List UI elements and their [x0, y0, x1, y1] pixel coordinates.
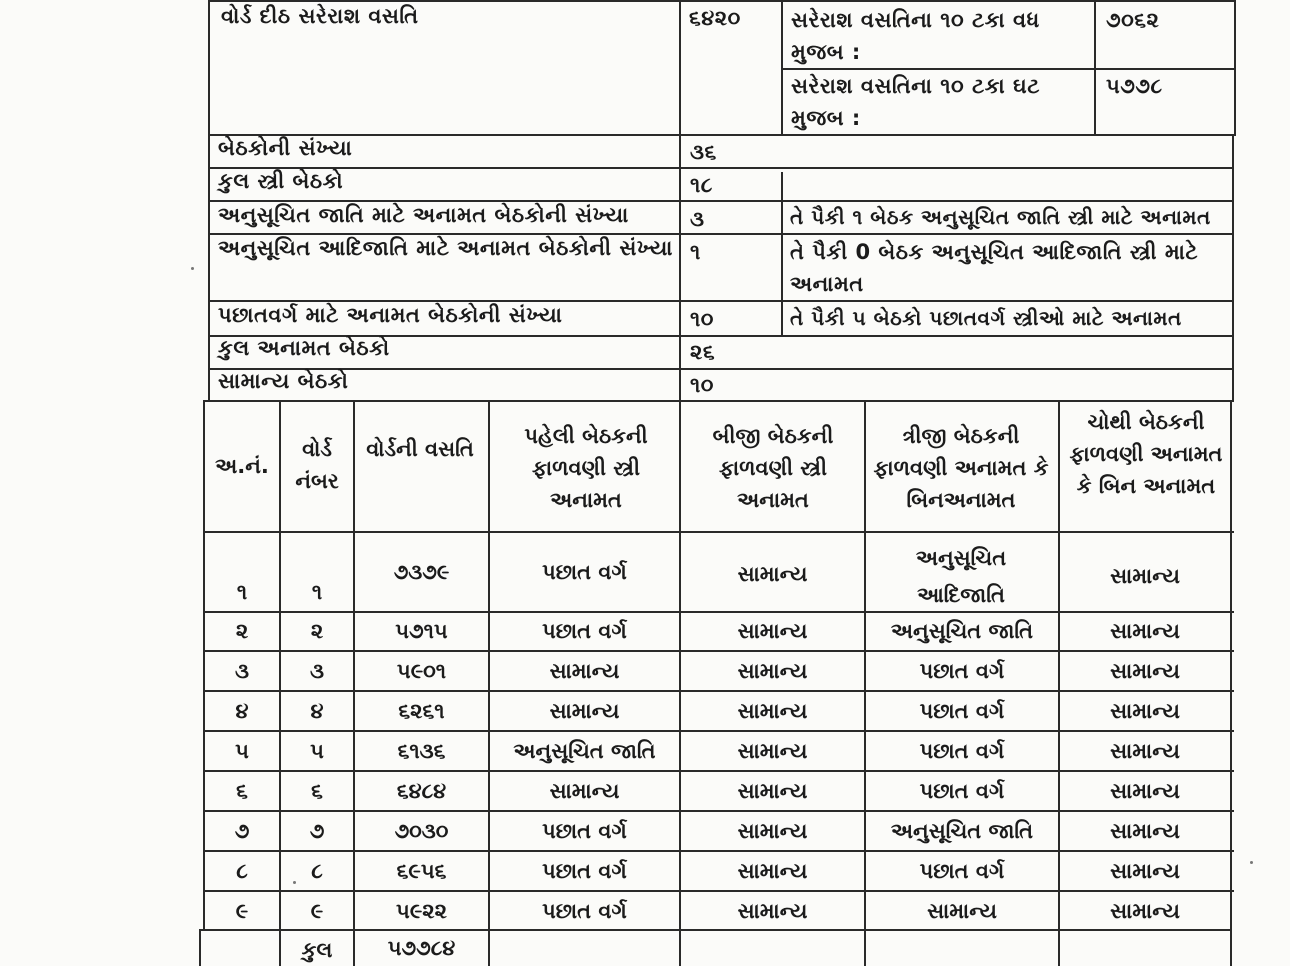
summary-rule: [208, 233, 1234, 235]
row-serial: ૬: [236, 779, 248, 803]
header-serial: અ.નં.: [215, 454, 269, 478]
row-first-seat: સામાન્ય: [549, 659, 620, 683]
row-population: ૫૭૧૫: [395, 619, 448, 643]
summary-row-label: પછાતવર્ગ માટે અનામત બેઠકોની સંખ્યા: [218, 303, 563, 327]
total-population: ૫૭૭૮૪: [387, 936, 456, 960]
row-first-seat: પછાત વર્ગ: [542, 859, 627, 883]
scan-speck: [293, 881, 296, 884]
row-fourth-seat: સામાન્ય: [1110, 659, 1180, 683]
ward-table-rule: [203, 890, 1234, 892]
minus10-value: ૫૭૭૮: [1106, 74, 1163, 98]
row-second-seat: સામાન્ય: [737, 562, 808, 586]
ward-table-border-left: [199, 929, 201, 966]
row-second-seat: સામાન્ય: [737, 699, 808, 723]
row-population: ૬૯૫૬: [396, 859, 447, 883]
scan-speck: [1250, 861, 1253, 864]
ward-table-border-top: [203, 400, 1234, 402]
row-serial: ૨: [235, 619, 249, 643]
row-second-seat: સામાન્ય: [737, 819, 808, 843]
row-fourth-seat: સામાન્ય: [1110, 619, 1180, 643]
row-second-seat: સામાન્ય: [737, 619, 808, 643]
summary-row-label: અનુસૂચિત જાતિ માટે અનામત બેઠકોની સંખ્યા: [218, 203, 629, 227]
summary-row-note: તે પૈકી ૫ બેઠકો પછાતવર્ગ સ્ત્રીઓ માટે અનામત: [790, 306, 1182, 330]
row-fourth-seat: સામાન્ય: [1110, 699, 1180, 723]
row-population: ૬૪૮૪: [396, 779, 447, 803]
row-second-seat: સામાન્ય: [737, 779, 808, 803]
row-first-seat: સામાન્ય: [549, 699, 620, 723]
header-ward-population: વોર્ડની વસતિ: [366, 437, 474, 461]
ward-table-rule: [203, 690, 1234, 692]
summary-row-value: ૧૮: [690, 173, 713, 197]
summary-row-value: ૩: [690, 207, 705, 231]
avg-population-label: વોર્ડ દીઠ સરેરાશ વસતિ: [221, 4, 419, 28]
row-serial: ૫: [235, 739, 249, 763]
row-second-seat: સામાન્ય: [737, 859, 808, 883]
row-third-seat: અનુસૂચિત જાતિ: [890, 619, 1034, 643]
row-fourth-seat: સામાન્ય: [1110, 859, 1180, 883]
row-third-seat: પછાત વર્ગ: [919, 859, 1005, 883]
row-fourth-seat: સામાન્ય: [1110, 564, 1180, 588]
ward-table-rule: [203, 810, 1234, 812]
row-first-seat: સામાન્ય: [549, 779, 620, 803]
header-third-seat: ત્રીજી બેઠકની ફાળવણી અનામત કે બિનઅનામત: [873, 424, 1049, 512]
ward-table-rule: [203, 770, 1234, 772]
summary-border-right: [1232, 134, 1234, 400]
row-second-seat: સામાન્ય: [737, 899, 808, 923]
row-population: ૬૨૬૧: [398, 699, 445, 723]
row-serial: ૭: [234, 819, 250, 843]
row-ward: ૧: [311, 580, 323, 604]
summary-divider-sub: [781, 0, 783, 134]
summary-rule: [208, 167, 1234, 169]
row-ward: ૪: [310, 699, 324, 723]
summary-row-label: કુલ અનામત બેઠકો: [218, 336, 390, 360]
row-ward: ૨: [310, 619, 324, 643]
summary-row-value: ૧૦: [690, 307, 714, 331]
summary-row-label: સામાન્ય બેઠકો: [218, 369, 349, 393]
row-ward: ૩: [310, 659, 324, 683]
summary-rule: [208, 134, 1236, 136]
ward-table-rule: [203, 850, 1234, 852]
row-ward: ૭: [309, 819, 325, 843]
row-third-seat: અનુસૂચિત જાતિ: [890, 819, 1034, 843]
row-first-seat: પછાત વર્ગ: [542, 819, 627, 843]
row-third-seat: અનુસૂચિત આદિજાતિ: [915, 546, 1007, 607]
row-serial: ૯: [235, 899, 249, 923]
row-third-seat: સામાન્ય: [927, 899, 997, 923]
summary-row-label: અનુસૂચિત આદિજાતિ માટે અનામત બેઠકોની સંખ્યા: [218, 236, 673, 260]
row-serial: ૩: [235, 659, 249, 683]
row-fourth-seat: સામાન્ય: [1110, 739, 1180, 763]
summary-row-value: ૨૬: [690, 340, 716, 364]
row-first-seat: પછાત વર્ગ: [542, 560, 627, 584]
summary-border-top: [208, 0, 1236, 2]
row-third-seat: પછાત વર્ગ: [919, 699, 1005, 723]
row-third-seat: પછાત વર્ગ: [919, 739, 1005, 763]
row-first-seat: પછાત વર્ગ: [542, 899, 627, 923]
header-ward-number: વોર્ડ નંબર: [295, 437, 339, 493]
row-ward: ૫: [310, 739, 324, 763]
header-first-seat: પહેલી બેઠકની ફાળવણી સ્ત્રી અનામત: [524, 424, 648, 512]
row-first-seat: અનુસૂચિત જાતિ: [513, 739, 656, 763]
minus10-label: સરેરાશ વસતિના ૧૦ ટકા ઘટ મુજબ :: [791, 74, 1040, 130]
ward-table-rule: [203, 611, 1234, 613]
summary-row-value: ૧: [690, 240, 701, 264]
summary-row-note: તે પૈકી 0 બેઠક અનુસૂચિત આદિજાતિ સ્ત્રી માટે અનામત: [790, 240, 1199, 296]
row-population: ૫૯૨૨: [396, 899, 447, 923]
row-population: ૫૯૦૧: [396, 659, 447, 683]
summary-row-value: ૩૬: [690, 140, 717, 164]
row-population: ૭૩૭૯: [393, 560, 450, 584]
row-first-seat: પછાત વર્ગ: [542, 619, 627, 643]
row-serial: ૧: [236, 580, 248, 604]
row-ward: ૬: [311, 779, 323, 803]
avg-population-value: ૬૪૨૦: [689, 6, 741, 30]
header-fourth-seat: ચોથી બેઠકની ફાળવણી અનામત કે બિન અનામત: [1069, 410, 1223, 498]
row-ward: ૮: [311, 859, 323, 883]
row-serial: ૮: [236, 859, 248, 883]
row-third-seat: પછાત વર્ગ: [919, 779, 1005, 803]
summary-row-label: બેઠકોની સંખ્યા: [218, 136, 353, 160]
row-population: ૭૦૩૦: [394, 819, 449, 843]
summary-rule: [208, 368, 1234, 370]
summary-divider-subvalue: [1094, 0, 1096, 134]
scan-speck: [191, 267, 194, 270]
row-fourth-seat: સામાન્ય: [1110, 899, 1180, 923]
row-fourth-seat: સામાન્ય: [1110, 779, 1180, 803]
summary-row-label: કુલ સ્ત્રી બેઠકો: [218, 169, 344, 193]
row-second-seat: સામાન્ય: [737, 739, 808, 763]
summary-border-right-top: [1234, 0, 1236, 134]
summary-row-note: તે પૈકી ૧ બેઠક અનુસૂચિત જાતિ સ્ત્રી માટે અનામત: [790, 205, 1211, 229]
ward-table-header-rule: [203, 531, 1234, 533]
total-label: કુલ: [301, 938, 333, 962]
plus10-label: સરેરાશ વસતિના ૧૦ ટકા વધ મુજબ :: [791, 8, 1040, 64]
summary-rule: [208, 300, 1234, 302]
summary-row-value: ૧૦: [690, 373, 714, 397]
summary-rule: [208, 200, 1234, 202]
ward-table-rule: [203, 730, 1234, 732]
header-second-seat: બીજી બેઠકની ફાળવણી સ્ત્રી અનામત: [712, 424, 834, 512]
row-ward: ૯: [310, 899, 324, 923]
row-population: ૬૧૩૬: [397, 739, 446, 763]
ward-table-rule: [203, 650, 1234, 652]
row-second-seat: સામાન્ય: [737, 659, 808, 683]
row-fourth-seat: સામાન્ય: [1110, 819, 1180, 843]
row-third-seat: પછાત વર્ગ: [919, 659, 1005, 683]
plus10-value: ૭૦૬૨: [1106, 8, 1160, 32]
ward-table-border-right: [1230, 400, 1232, 966]
summary-divider-note: [781, 172, 783, 337]
row-serial: ૪: [235, 699, 249, 723]
